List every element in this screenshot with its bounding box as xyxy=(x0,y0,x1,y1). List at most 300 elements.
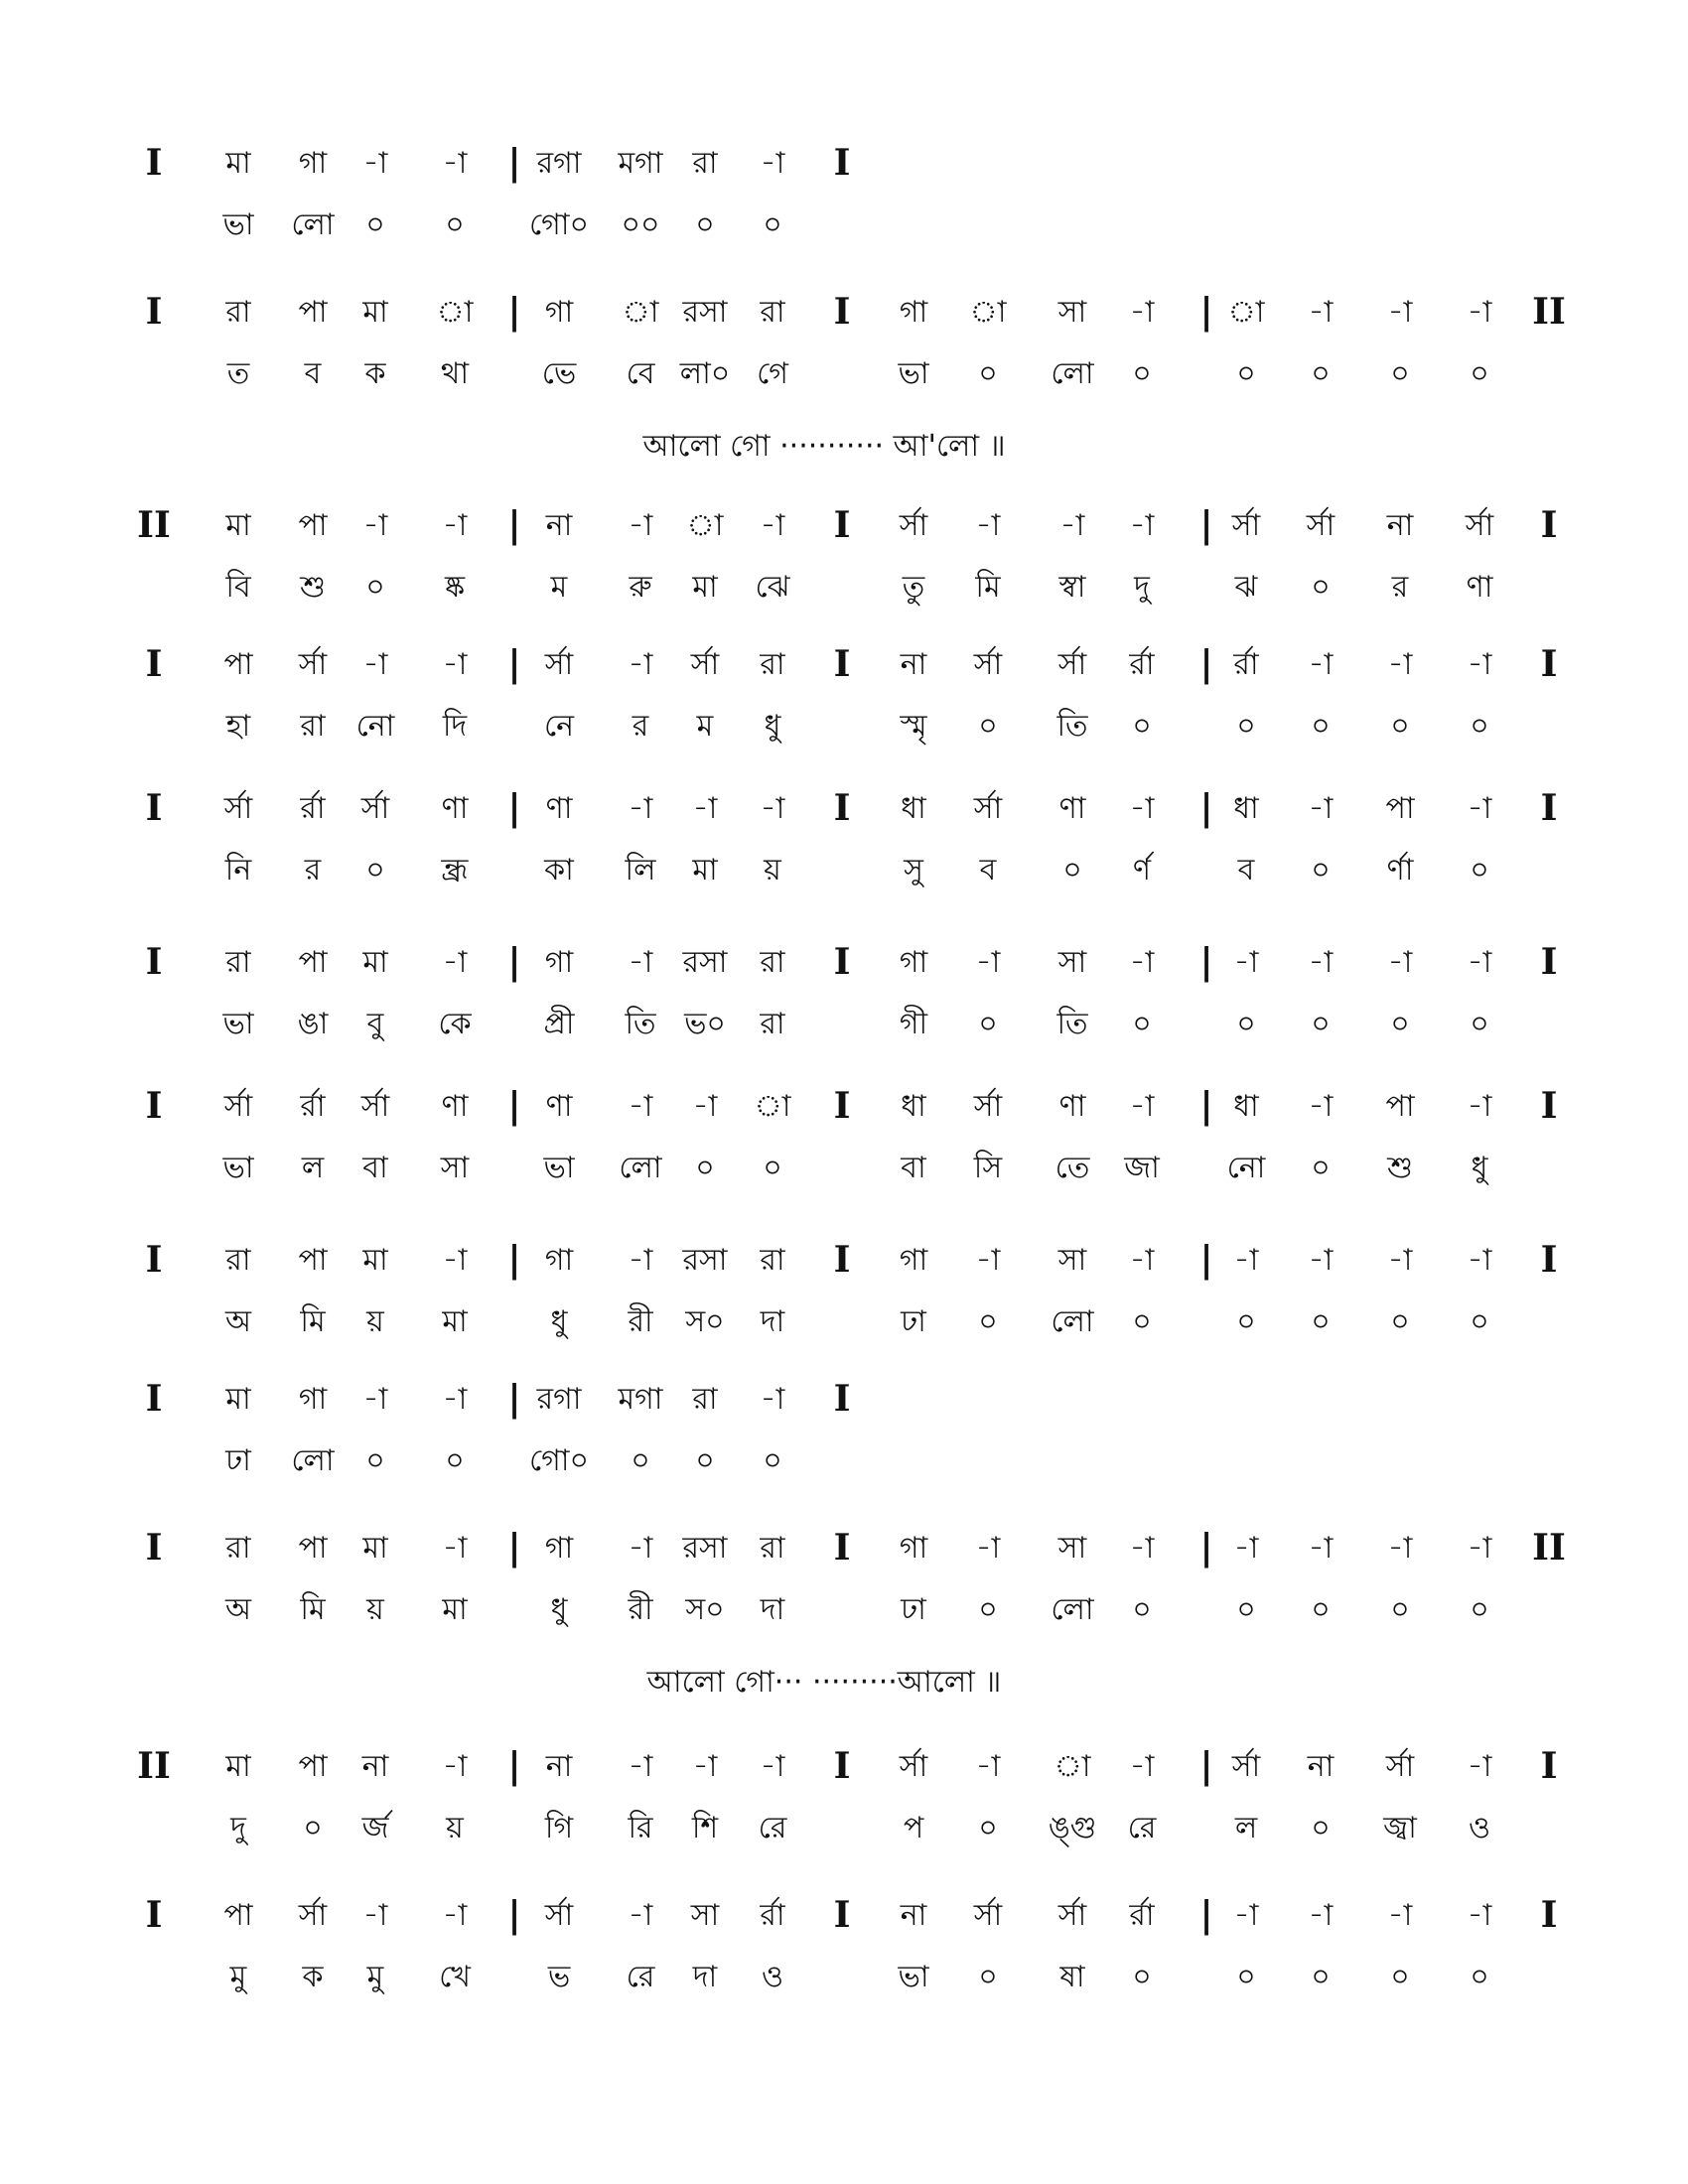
refrain-line: আলো গো ··········· আ'লো ॥ xyxy=(642,429,1006,464)
swar-note: -া xyxy=(628,508,653,543)
swar-note: গা xyxy=(899,1531,928,1566)
lyric-syllable: বু xyxy=(366,1007,384,1041)
lyric-syllable: মা xyxy=(692,853,718,887)
lyric-syllable: স্মৃ xyxy=(900,709,927,744)
swar-note: -া xyxy=(442,508,468,543)
swar-note: গা xyxy=(899,1243,928,1278)
lyric-syllable: র xyxy=(1391,570,1409,605)
bar-line: I xyxy=(833,1745,851,1787)
swar-note: সা xyxy=(1057,1243,1087,1278)
lyric-syllable: ঢা xyxy=(225,1443,251,1478)
swar-note: মা xyxy=(362,295,388,330)
lyric-syllable: য় xyxy=(446,1811,464,1845)
lyric-syllable: লা০ xyxy=(679,356,731,391)
lyric-syllable: ০ xyxy=(1390,356,1410,391)
swar-note: র্সা xyxy=(298,1898,328,1933)
lyric-syllable: ০ xyxy=(1236,1304,1256,1339)
bar-line: | xyxy=(507,504,521,546)
lyric-syllable: দি xyxy=(442,709,468,744)
lyric-syllable: ০ xyxy=(1390,1304,1410,1339)
swar-note: -া xyxy=(1308,1089,1334,1124)
swar-note: র্সা xyxy=(1231,508,1261,543)
swar-note: -া xyxy=(442,647,468,682)
swar-note: া xyxy=(686,508,724,543)
lyric-syllable: ভে xyxy=(541,356,577,391)
swar-note: -া xyxy=(362,1898,388,1933)
lyric-syllable: ক xyxy=(364,356,386,391)
swar-note: -া xyxy=(1387,1531,1413,1566)
swar-note: া xyxy=(436,295,474,330)
swar-note: না xyxy=(1307,1749,1335,1784)
swar-note: র্রা xyxy=(760,1898,785,1933)
lyric-syllable: ০ xyxy=(1311,1960,1331,1994)
bar-line: I xyxy=(145,291,163,333)
swar-note: পা xyxy=(298,1243,328,1278)
swar-note: গা xyxy=(899,945,928,980)
lyric-syllable: ০ xyxy=(1311,1304,1331,1339)
swar-note: ধা xyxy=(901,1089,926,1124)
swar-note: -া xyxy=(1129,1749,1155,1784)
swar-note: ণা xyxy=(441,791,469,826)
bar-line: I xyxy=(833,1239,851,1281)
swar-note: -া xyxy=(442,1749,468,1784)
swar-note: রা xyxy=(225,945,251,980)
bar-line: I xyxy=(145,1085,163,1127)
bar-line: I xyxy=(145,787,163,829)
bar-line: | xyxy=(1199,1527,1213,1569)
swar-note: -া xyxy=(628,1531,653,1566)
lyric-syllable: মু xyxy=(366,1960,384,1994)
bar-line: | xyxy=(507,1085,521,1127)
swar-note: মা xyxy=(225,508,251,543)
lyric-syllable: তে xyxy=(1055,1151,1090,1185)
swar-note: -া xyxy=(1467,1089,1492,1124)
swar-note: -া xyxy=(760,508,785,543)
swar-note: -া xyxy=(692,791,718,826)
swar-note: -া xyxy=(760,1749,785,1784)
bar-line: II xyxy=(1532,1527,1566,1569)
swar-note: পা xyxy=(298,295,328,330)
swar-note: রা xyxy=(760,945,785,980)
lyric-syllable: ০ xyxy=(763,1151,782,1185)
lyric-syllable: ০ xyxy=(445,207,465,242)
bar-line: | xyxy=(507,1239,521,1281)
lyric-syllable: বি xyxy=(225,570,251,605)
lyric-syllable: ষা xyxy=(1059,1960,1085,1994)
swar-note: র্সা xyxy=(973,1089,1003,1124)
lyric-syllable: ঝে xyxy=(755,570,790,605)
swar-note: মগা xyxy=(618,146,663,181)
bar-line: I xyxy=(145,643,163,685)
lyric-syllable: ভা xyxy=(898,1960,929,1994)
lyric-syllable: ০ xyxy=(1390,1592,1410,1627)
lyric-syllable: রে xyxy=(1127,1811,1157,1845)
swar-note: গা xyxy=(544,1531,574,1566)
lyric-syllable: ণা xyxy=(1466,570,1493,605)
swar-note: না xyxy=(545,508,573,543)
bar-line: I xyxy=(1540,504,1558,546)
swar-note: -া xyxy=(442,1898,468,1933)
swar-note: রা xyxy=(692,146,718,181)
swar-note: -া xyxy=(442,1382,468,1417)
lyric-syllable: ০ xyxy=(1236,1007,1256,1041)
bar-line: I xyxy=(1540,1239,1558,1281)
lyric-syllable: সি xyxy=(973,1151,1003,1185)
swar-note: া xyxy=(754,1089,791,1124)
lyric-syllable: ম xyxy=(696,709,714,744)
lyric-syllable: রা xyxy=(760,1007,785,1041)
lyric-syllable: ধু xyxy=(764,709,781,744)
lyric-syllable: নে xyxy=(543,709,575,744)
swar-note: -া xyxy=(628,1243,653,1278)
swar-note: র্সা xyxy=(360,1089,390,1124)
swar-note: -া xyxy=(1467,295,1492,330)
bar-line: | xyxy=(1199,941,1213,983)
lyric-syllable: লি xyxy=(625,853,656,887)
lyric-syllable: তি xyxy=(1056,1007,1088,1041)
lyric-syllable: রা xyxy=(300,709,326,744)
swar-note: -া xyxy=(1467,1898,1492,1933)
lyric-syllable: ০ xyxy=(1311,1007,1331,1041)
swar-note: রসা xyxy=(682,1531,728,1566)
lyric-syllable: ০ xyxy=(695,1151,715,1185)
lyric-syllable: ০ xyxy=(445,1443,465,1478)
swar-note: সা xyxy=(1057,295,1087,330)
lyric-syllable: জ্বা xyxy=(1383,1811,1417,1845)
lyric-syllable: ০ xyxy=(1470,709,1489,744)
swar-note: না xyxy=(545,1749,573,1784)
swar-note: সা xyxy=(1057,945,1087,980)
lyric-syllable: ০ xyxy=(1132,1592,1152,1627)
bar-line: I xyxy=(833,1378,851,1420)
lyric-syllable: ০ xyxy=(1236,1592,1256,1627)
lyric-syllable: সু xyxy=(904,853,923,887)
lyric-syllable: র্ণা xyxy=(1386,853,1414,887)
swar-note: -া xyxy=(1233,945,1259,980)
swar-note: -া xyxy=(1308,1531,1334,1566)
bar-line: I xyxy=(1540,787,1558,829)
lyric-syllable: ০ xyxy=(1470,1007,1489,1041)
lyric-syllable: ০ xyxy=(1311,356,1331,391)
swar-note: রা xyxy=(760,647,785,682)
lyric-syllable: ভা xyxy=(222,1007,254,1041)
swar-note: গা xyxy=(298,1382,328,1417)
lyric-syllable: দু xyxy=(230,1811,246,1845)
swar-note: ণা xyxy=(1058,791,1086,826)
swar-note: র্সা xyxy=(899,1749,928,1784)
bar-line: I xyxy=(145,142,163,184)
swar-note: া xyxy=(969,295,1007,330)
swar-note: -া xyxy=(1387,945,1413,980)
lyric-syllable: গি xyxy=(544,1811,574,1845)
lyric-syllable: ল xyxy=(301,1151,325,1185)
lyric-syllable: ০ xyxy=(1132,1007,1152,1041)
swar-note: র্সা xyxy=(1385,1749,1415,1784)
lyric-syllable: ০ xyxy=(763,1443,782,1478)
lyric-syllable: ও xyxy=(1468,1811,1491,1845)
bar-line: I xyxy=(833,1527,851,1569)
lyric-syllable: ভা xyxy=(543,1151,575,1185)
swar-note: ণা xyxy=(545,1089,573,1124)
lyric-syllable: ০ xyxy=(1311,709,1331,744)
bar-line: | xyxy=(1199,1085,1213,1127)
swar-note: -া xyxy=(692,1089,718,1124)
bar-line: | xyxy=(1199,643,1213,685)
lyric-syllable: ০ xyxy=(1470,853,1489,887)
lyric-syllable: ০ xyxy=(631,1443,650,1478)
lyric-syllable: ০ xyxy=(1132,356,1152,391)
lyric-syllable: লো xyxy=(291,1443,335,1478)
swar-note: পা xyxy=(223,1898,253,1933)
swar-note: র্সা xyxy=(544,1898,574,1933)
lyric-syllable: ০ xyxy=(1311,1151,1331,1185)
bar-line: | xyxy=(507,142,521,184)
bar-line: | xyxy=(507,1894,521,1936)
lyric-syllable: শু xyxy=(1387,1151,1413,1185)
swar-note: -া xyxy=(1129,1089,1155,1124)
bar-line: I xyxy=(145,1378,163,1420)
swar-note: -া xyxy=(628,1898,653,1933)
swar-note: রসা xyxy=(682,295,728,330)
lyric-syllable: মা xyxy=(442,1304,468,1339)
swar-note: -া xyxy=(442,1243,468,1278)
swar-note: র্সা xyxy=(360,791,390,826)
bar-line: I xyxy=(145,941,163,983)
bar-line: I xyxy=(145,1527,163,1569)
swar-note: -া xyxy=(975,1749,1001,1784)
lyric-syllable: লো xyxy=(291,207,335,242)
swar-note: র্সা xyxy=(973,647,1003,682)
lyric-syllable: ০ xyxy=(1470,356,1489,391)
bar-line: I xyxy=(833,643,851,685)
lyric-syllable: প xyxy=(903,1811,924,1845)
swar-note: মা xyxy=(225,146,251,181)
lyric-syllable: ০ xyxy=(1470,1960,1489,1994)
swar-note: -া xyxy=(1129,945,1155,980)
lyric-syllable: গী xyxy=(899,1007,928,1041)
swar-note: মা xyxy=(362,945,388,980)
swar-note: -া xyxy=(692,1749,718,1784)
lyric-syllable: র xyxy=(632,709,649,744)
lyric-syllable: শু xyxy=(300,570,326,605)
swar-note: -া xyxy=(362,647,388,682)
lyric-syllable: ভা xyxy=(222,1151,254,1185)
swar-note: -া xyxy=(362,146,388,181)
bar-line: | xyxy=(1199,1894,1213,1936)
swar-note: মা xyxy=(225,1749,251,1784)
lyric-syllable: লো xyxy=(619,1151,662,1185)
lyric-syllable: ০ xyxy=(1236,1960,1256,1994)
lyric-syllable: লো xyxy=(1051,1592,1094,1627)
swar-note: মা xyxy=(362,1531,388,1566)
lyric-syllable: রে xyxy=(758,1811,787,1845)
lyric-syllable: ০ xyxy=(1132,709,1152,744)
lyric-syllable: দা xyxy=(760,1592,785,1627)
lyric-syllable: ০ xyxy=(1236,709,1256,744)
lyric-syllable: স্বা xyxy=(1058,570,1086,605)
lyric-syllable: ০ xyxy=(978,1592,998,1627)
lyric-syllable: ঝ xyxy=(1234,570,1258,605)
lyric-syllable: ০ xyxy=(1236,356,1256,391)
swar-note: গা xyxy=(899,295,928,330)
swar-note: না xyxy=(900,647,927,682)
bar-line: | xyxy=(1199,504,1213,546)
bar-line: I xyxy=(1540,1894,1558,1936)
swar-note: -া xyxy=(975,945,1001,980)
lyric-syllable: হা xyxy=(225,709,251,744)
lyric-syllable: রু xyxy=(629,570,652,605)
swar-note: -া xyxy=(760,1382,785,1417)
lyric-syllable: গো০ xyxy=(528,207,590,242)
lyric-syllable: ভা xyxy=(222,207,254,242)
swar-note: -া xyxy=(1129,295,1155,330)
swar-note: -া xyxy=(1467,1243,1492,1278)
swar-note: -া xyxy=(628,791,653,826)
lyric-syllable: মু xyxy=(229,1960,247,1994)
bar-line: | xyxy=(507,291,521,333)
lyric-syllable: য় xyxy=(764,853,781,887)
swar-note: -া xyxy=(442,945,468,980)
swar-note: রা xyxy=(760,1243,785,1278)
bar-line: I xyxy=(833,142,851,184)
lyric-syllable: ধু xyxy=(550,1304,568,1339)
lyric-syllable: রি xyxy=(628,1811,653,1845)
lyric-syllable: নি xyxy=(224,853,252,887)
swar-note: রগা xyxy=(536,1382,582,1417)
lyric-syllable: দা xyxy=(692,1960,718,1994)
bar-line: I xyxy=(1540,1745,1558,1787)
bar-line: I xyxy=(833,1894,851,1936)
swar-note: -া xyxy=(760,146,785,181)
lyric-syllable: স০ xyxy=(685,1592,725,1627)
lyric-syllable: কা xyxy=(544,853,574,887)
lyric-syllable: ০ xyxy=(763,207,782,242)
swar-note: মা xyxy=(225,1382,251,1417)
swar-note: -া xyxy=(1308,295,1334,330)
swar-note: -া xyxy=(1467,1749,1492,1784)
swar-note: র্সা xyxy=(973,1898,1003,1933)
bar-line: | xyxy=(507,787,521,829)
swar-note: রা xyxy=(225,295,251,330)
lyric-syllable: ০ xyxy=(365,853,385,887)
swar-note: -া xyxy=(1387,1243,1413,1278)
swar-note: -া xyxy=(1129,1243,1155,1278)
swar-note: ণা xyxy=(441,1089,469,1124)
lyric-syllable: ০ xyxy=(1390,1960,1410,1994)
swar-note: মা xyxy=(362,1243,388,1278)
swar-note: র্রা xyxy=(1233,647,1259,682)
lyric-syllable: ০ xyxy=(1311,1811,1331,1845)
lyric-syllable: ০ xyxy=(978,1811,998,1845)
swar-note: -া xyxy=(1467,791,1492,826)
bar-line: | xyxy=(1199,291,1213,333)
lyric-syllable: র্জ xyxy=(361,1811,389,1845)
lyric-syllable: রী xyxy=(628,1304,653,1339)
swar-note: পা xyxy=(298,508,328,543)
lyric-syllable: ঢা xyxy=(901,1304,926,1339)
swar-note: ধা xyxy=(901,791,926,826)
lyric-syllable: লো xyxy=(1051,356,1094,391)
swar-note: -া xyxy=(1129,791,1155,826)
swar-note: -া xyxy=(1387,647,1413,682)
swar-note: র্রা xyxy=(1129,647,1155,682)
swar-note: পা xyxy=(298,945,328,980)
swar-note: া xyxy=(622,295,659,330)
swar-note: -া xyxy=(442,1531,468,1566)
bar-line: II xyxy=(137,504,171,546)
swar-note: রসা xyxy=(682,945,728,980)
lyric-syllable: ০ xyxy=(1311,1592,1331,1627)
swar-note: রা xyxy=(760,1531,785,1566)
swar-note: -া xyxy=(1387,295,1413,330)
lyric-syllable: ল xyxy=(1234,1811,1258,1845)
lyric-syllable: ০ xyxy=(978,1960,998,1994)
swar-note: রা xyxy=(760,295,785,330)
swar-note: ধা xyxy=(1233,1089,1259,1124)
lyric-syllable: ০ xyxy=(1311,853,1331,887)
swar-note: র্সা xyxy=(1306,508,1336,543)
bar-line: I xyxy=(145,1239,163,1281)
lyric-syllable: তি xyxy=(625,1007,656,1041)
swar-note: র্রা xyxy=(300,791,326,826)
bar-line: I xyxy=(833,941,851,983)
bar-line: I xyxy=(833,291,851,333)
lyric-syllable: ০০ xyxy=(621,207,660,242)
swar-note: -া xyxy=(628,647,653,682)
lyric-syllable: মা xyxy=(692,570,718,605)
bar-line: I xyxy=(1540,941,1558,983)
swar-note: া xyxy=(1227,295,1265,330)
swar-note: গা xyxy=(544,295,574,330)
lyric-syllable: বা xyxy=(362,1151,388,1185)
lyric-syllable: ০ xyxy=(695,1443,715,1478)
swar-note: -া xyxy=(1308,1243,1334,1278)
swar-note: -া xyxy=(362,1382,388,1417)
swar-note: পা xyxy=(223,647,253,682)
lyric-syllable: মি xyxy=(975,570,1001,605)
swar-note: সা xyxy=(1057,1531,1087,1566)
lyric-syllable: র xyxy=(304,853,322,887)
swar-note: ধা xyxy=(1233,791,1259,826)
lyric-syllable: ০ xyxy=(695,207,715,242)
lyric-syllable: ঙ্গু xyxy=(1048,1811,1097,1845)
lyric-syllable: প্রী xyxy=(543,1007,575,1041)
lyric-syllable: ০ xyxy=(1132,1960,1152,1994)
lyric-syllable: র্ণ xyxy=(1132,853,1152,887)
swar-note: -া xyxy=(975,1531,1001,1566)
swar-note: া xyxy=(1054,1749,1091,1784)
lyric-syllable: লো xyxy=(1051,1304,1094,1339)
lyric-syllable: গে xyxy=(757,356,788,391)
bar-line: | xyxy=(507,941,521,983)
lyric-syllable: নো xyxy=(355,709,395,744)
lyric-syllable: ০ xyxy=(1470,1592,1489,1627)
lyric-syllable: ম xyxy=(550,570,568,605)
swar-note: র্সা xyxy=(899,508,928,543)
lyric-syllable: ০ xyxy=(1311,570,1331,605)
swar-note: রগা xyxy=(536,146,582,181)
lyric-syllable: ভ০ xyxy=(684,1007,726,1041)
lyric-syllable: মি xyxy=(300,1592,326,1627)
lyric-syllable: ব xyxy=(304,356,322,391)
swar-note: মগা xyxy=(618,1382,663,1417)
swar-note: -া xyxy=(1467,1531,1492,1566)
lyric-syllable: ঢা xyxy=(901,1592,926,1627)
swar-note: -া xyxy=(975,1243,1001,1278)
lyric-syllable: স০ xyxy=(685,1304,725,1339)
swar-note: রা xyxy=(692,1382,718,1417)
lyric-syllable: মি xyxy=(300,1304,326,1339)
